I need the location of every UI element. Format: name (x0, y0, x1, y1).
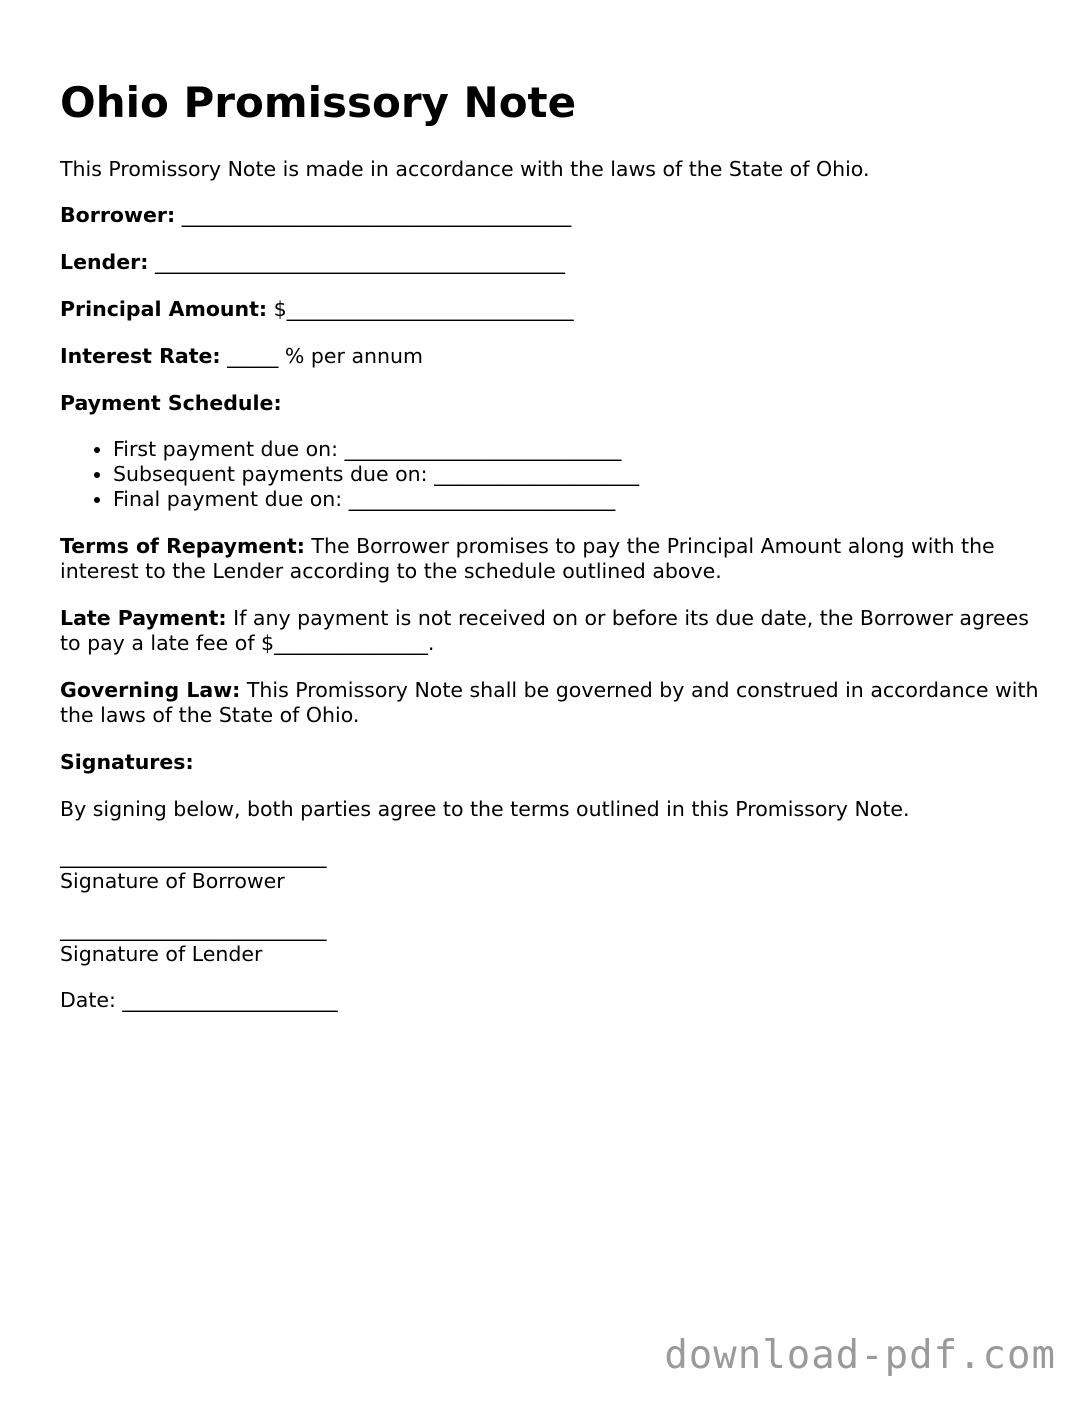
late-payment-paragraph (60, 606, 1040, 656)
lender-blank: ________________________________________ (148, 250, 565, 274)
principal-field (60, 297, 574, 322)
payment-schedule-list (60, 437, 639, 512)
terms-label: Terms of Repayment: (60, 534, 305, 558)
signatures-heading: Signatures: (60, 750, 194, 774)
document-title: Ohio Promissory Note (60, 78, 577, 127)
late-payment-label: Late Payment: (60, 606, 227, 630)
borrower-label: Borrower: (60, 203, 176, 227)
interest-field (60, 344, 423, 369)
list-item: • Subsequent payments due on: ____________________ (113, 462, 639, 487)
lender-signature-caption: Signature of Lender (60, 942, 263, 966)
intro-paragraph: This Promissory Note is made in accordance with the laws of the State of Ohio. (60, 157, 870, 181)
date-field: Date: _____________________ (60, 988, 338, 1012)
borrower-field (60, 203, 571, 228)
lender-label: Lender: (60, 250, 149, 274)
interest-blank: _____ % per annum (220, 344, 423, 368)
interest-label: Interest Rate: (60, 344, 221, 368)
list-item: • Final payment due on: __________________________ (113, 487, 639, 512)
late-payment-text: If any payment is not received on or before its due date, the Borrower agrees to pay a late fee of $_______________. (60, 606, 1029, 655)
borrower-signature-caption: Signature of Borrower (60, 869, 285, 893)
payment-schedule-heading: Payment Schedule: (60, 391, 282, 415)
terms-text: The Borrower promises to pay the Principal Amount along with the interest to the Lender according to the schedule outlined above. (60, 534, 995, 583)
principal-label: Principal Amount: (60, 297, 268, 321)
watermark-text: download-pdf.com (664, 1333, 1056, 1378)
borrower-signature-line: __________________________ (60, 844, 327, 868)
terms-paragraph (60, 534, 1040, 584)
governing-law-paragraph (60, 678, 1040, 728)
governing-law-text: This Promissory Note shall be governed by and construed in accordance with the laws of the State of Ohio. (60, 678, 1039, 727)
list-item: • First payment due on: ___________________________ (113, 437, 639, 462)
lender-signature-line: __________________________ (60, 917, 327, 941)
lender-field (60, 250, 565, 275)
principal-blank: $____________________________ (267, 297, 574, 321)
borrower-blank: ______________________________________ (175, 203, 572, 227)
signatures-statement: By signing below, both parties agree to the terms outlined in this Promissory Note. (60, 797, 910, 821)
governing-law-label: Governing Law: (60, 678, 241, 702)
